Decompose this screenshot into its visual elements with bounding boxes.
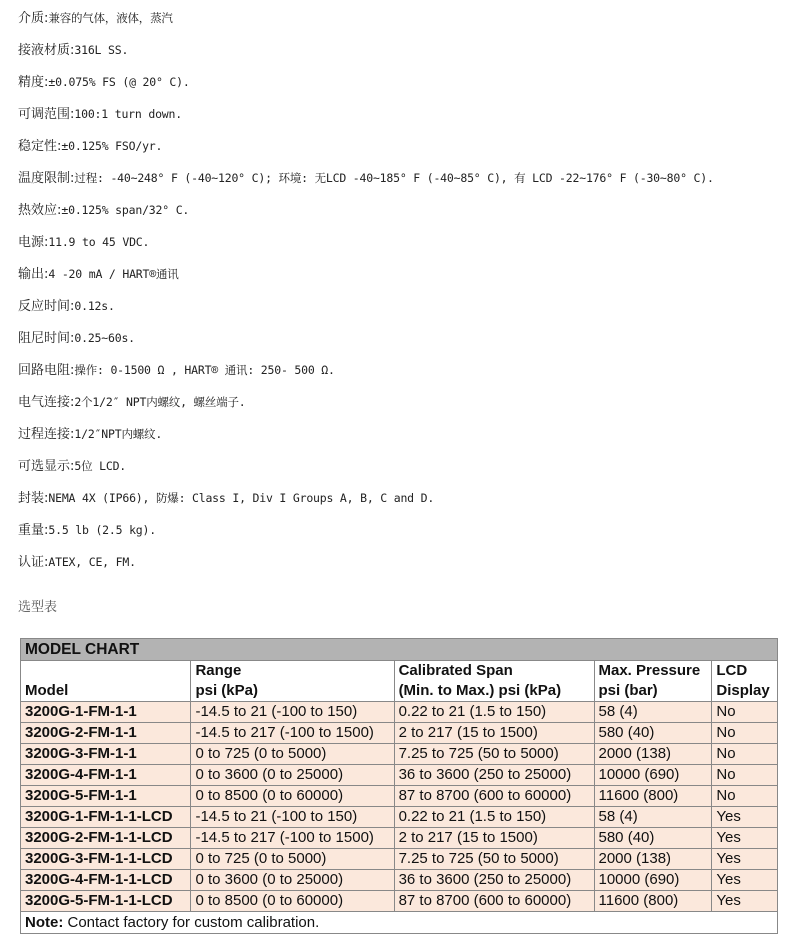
model-chart-header-row [21, 661, 778, 702]
spec-item [18, 226, 798, 258]
spec-label: 接液材质: [18, 43, 75, 58]
cell-lcd: Yes [712, 870, 778, 891]
cell-model: 3200G-5-FM-1-1-LCD [21, 891, 191, 912]
cell-lcd: No [712, 723, 778, 744]
spec-list [18, 2, 798, 578]
spec-item [18, 386, 798, 418]
cell-pressure: 11600 (800) [594, 891, 712, 912]
cell-span: 0.22 to 21 (1.5 to 150) [394, 807, 594, 828]
spec-item [18, 450, 798, 482]
spec-item [18, 546, 798, 578]
cell-span: 2 to 217 (15 to 1500) [394, 723, 594, 744]
model-chart-title-row [21, 639, 778, 661]
spec-value: ATEX, CE, FM. [48, 555, 136, 569]
cell-lcd: No [712, 744, 778, 765]
spec-value: 316L SS. [74, 43, 129, 57]
model-chart-rows [21, 702, 778, 912]
note-text: Contact factory for custom calibration. [63, 914, 320, 931]
cell-pressure: 58 (4) [594, 807, 712, 828]
spec-label: 回路电阻: [18, 363, 75, 378]
cell-pressure: 580 (40) [594, 828, 712, 849]
header-max-pressure: Max. Pressure psi (bar) [594, 661, 712, 702]
table-row [21, 723, 778, 744]
cell-model: 3200G-1-FM-1-1-LCD [21, 807, 191, 828]
spec-item [18, 514, 798, 546]
table-row [21, 828, 778, 849]
spec-value: NEMA 4X (IP66), 防爆: Class I, Div I Groups A, B, C and D. [48, 491, 435, 505]
spec-item [18, 98, 798, 130]
model-chart-title: MODEL CHART [21, 639, 778, 661]
cell-range: -14.5 to 21 (-100 to 150) [191, 702, 394, 723]
spec-label: 精度: [18, 75, 49, 90]
cell-lcd: Yes [712, 807, 778, 828]
table-row [21, 870, 778, 891]
spec-item [18, 354, 798, 386]
model-chart-note-row [21, 912, 778, 934]
model-chart-table [20, 638, 778, 934]
spec-value: ±0.125% FSO/yr. [61, 139, 163, 153]
cell-pressure: 11600 (800) [594, 786, 712, 807]
table-row [21, 786, 778, 807]
spec-label: 稳定性: [18, 139, 62, 154]
cell-range: 0 to 725 (0 to 5000) [191, 849, 394, 870]
cell-pressure: 580 (40) [594, 723, 712, 744]
spec-value: 0.25~60s. [74, 331, 135, 345]
spec-item [18, 34, 798, 66]
model-chart-section-label: 选型表 [18, 600, 58, 615]
spec-item [18, 322, 798, 354]
spec-value: 11.9 to 45 VDC. [48, 235, 150, 249]
cell-span: 87 to 8700 (600 to 60000) [394, 786, 594, 807]
note-label: Note: [25, 914, 64, 931]
cell-span: 7.25 to 725 (50 to 5000) [394, 849, 594, 870]
cell-range: -14.5 to 217 (-100 to 1500) [191, 723, 394, 744]
header-model: Model [21, 661, 191, 702]
cell-pressure: 58 (4) [594, 702, 712, 723]
cell-pressure: 10000 (690) [594, 765, 712, 786]
cell-range: 0 to 3600 (0 to 25000) [191, 870, 394, 891]
cell-lcd: No [712, 765, 778, 786]
spec-item [18, 162, 798, 194]
spec-label: 封装: [18, 491, 49, 506]
spec-label: 重量: [18, 523, 49, 538]
cell-range: 0 to 8500 (0 to 60000) [191, 786, 394, 807]
spec-value: 5位 LCD. [74, 459, 127, 473]
header-lcd-display: LCD Display [712, 661, 778, 702]
cell-span: 0.22 to 21 (1.5 to 150) [394, 702, 594, 723]
spec-value: 操作: 0-1500 Ω , HART® 通讯: 250- 500 Ω. [74, 363, 335, 377]
cell-model: 3200G-3-FM-1-1 [21, 744, 191, 765]
cell-range: -14.5 to 21 (-100 to 150) [191, 807, 394, 828]
table-row [21, 807, 778, 828]
header-calibrated-span: Calibrated Span (Min. to Max.) psi (kPa) [394, 661, 594, 702]
table-row [21, 702, 778, 723]
cell-model: 3200G-2-FM-1-1 [21, 723, 191, 744]
cell-model: 3200G-2-FM-1-1-LCD [21, 828, 191, 849]
spec-value: 4 -20 mA / HART®通讯 [48, 267, 179, 281]
cell-lcd: No [712, 702, 778, 723]
spec-value: 兼容的气体，液体，蒸汽 [48, 11, 173, 25]
spec-label: 反应时间: [18, 299, 75, 314]
cell-pressure: 10000 (690) [594, 870, 712, 891]
model-chart-note [21, 912, 778, 934]
cell-span: 7.25 to 725 (50 to 5000) [394, 744, 594, 765]
spec-value: ±0.075% FS (@ 20° C). [48, 75, 190, 89]
spec-value: 100:1 turn down. [74, 107, 182, 121]
cell-lcd: No [712, 786, 778, 807]
spec-label: 可调范围: [18, 107, 75, 122]
spec-item [18, 418, 798, 450]
cell-range: 0 to 3600 (0 to 25000) [191, 765, 394, 786]
cell-span: 36 to 3600 (250 to 25000) [394, 765, 594, 786]
spec-item [18, 290, 798, 322]
cell-model: 3200G-3-FM-1-1-LCD [21, 849, 191, 870]
spec-label: 介质: [18, 11, 49, 26]
spec-value: ±0.125% span/32° C. [61, 203, 190, 217]
spec-value: 过程: -40~248° F (-40~120° C); 环境: 无LCD -40~185° F (-40~85° C), 有 LCD -22~176° F (-30~80° C). [74, 171, 714, 185]
spec-label: 过程连接: [18, 427, 75, 442]
spec-label: 温度限制: [18, 171, 75, 186]
cell-span: 2 to 217 (15 to 1500) [394, 828, 594, 849]
cell-model: 3200G-1-FM-1-1 [21, 702, 191, 723]
spec-label: 认证: [18, 555, 49, 570]
spec-label: 阻尼时间: [18, 331, 75, 346]
cell-lcd: Yes [712, 891, 778, 912]
spec-item [18, 258, 798, 290]
cell-span: 36 to 3600 (250 to 25000) [394, 870, 594, 891]
cell-range: 0 to 725 (0 to 5000) [191, 744, 394, 765]
spec-value: 0.12s. [74, 299, 115, 313]
header-range: Range psi (kPa) [191, 661, 394, 702]
cell-lcd: Yes [712, 828, 778, 849]
spec-item [18, 194, 798, 226]
spec-item [18, 130, 798, 162]
spec-label: 热效应: [18, 203, 62, 218]
spec-value: 5.5 lb (2.5 kg). [48, 523, 156, 537]
table-row [21, 891, 778, 912]
table-row [21, 744, 778, 765]
cell-model: 3200G-5-FM-1-1 [21, 786, 191, 807]
cell-pressure: 2000 (138) [594, 849, 712, 870]
spec-label: 输出: [18, 267, 49, 282]
spec-label: 电气连接: [18, 395, 75, 410]
spec-label: 可选显示: [18, 459, 75, 474]
spec-value: 1/2″NPT内螺纹. [74, 427, 163, 441]
cell-pressure: 2000 (138) [594, 744, 712, 765]
spec-item [18, 66, 798, 98]
spec-item [18, 482, 798, 514]
cell-range: 0 to 8500 (0 to 60000) [191, 891, 394, 912]
cell-span: 87 to 8700 (600 to 60000) [394, 891, 594, 912]
table-row [21, 765, 778, 786]
table-row [21, 849, 778, 870]
cell-model: 3200G-4-FM-1-1-LCD [21, 870, 191, 891]
spec-item [18, 2, 798, 34]
spec-value: 2个1/2″ NPT内螺纹, 螺丝端子. [74, 395, 246, 409]
cell-model: 3200G-4-FM-1-1 [21, 765, 191, 786]
cell-range: -14.5 to 217 (-100 to 1500) [191, 828, 394, 849]
cell-lcd: Yes [712, 849, 778, 870]
spec-label: 电源: [18, 235, 49, 250]
